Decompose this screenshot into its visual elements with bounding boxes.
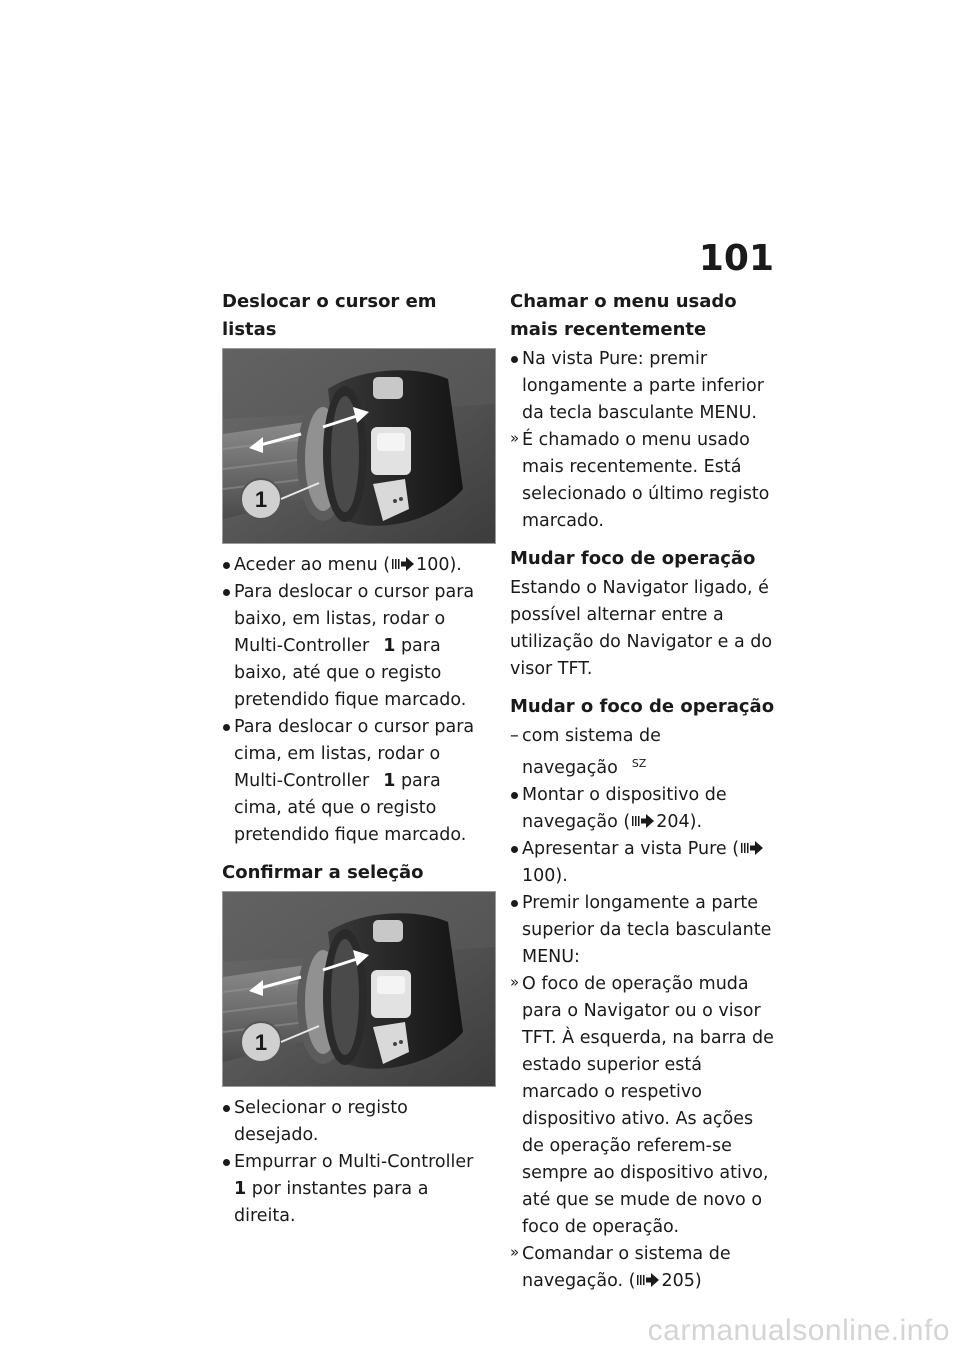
callout-number: 1 [383,771,396,791]
callout-number: 1 [383,636,396,656]
callout-number: 1 [234,1179,247,1199]
page-reference[interactable]: 204 [656,812,690,832]
page-reference-arrow-icon [392,557,414,571]
multi-controller-photo [223,349,495,543]
figure-multi-controller [222,891,496,1087]
page-reference[interactable]: 100 [416,555,450,575]
list-item: Premir longamente a parte superior da tecla basculante MENU: [510,890,780,971]
section-title: Chamar o menu usado mais recentemente [510,291,737,340]
paragraph: Estando o Navigator ligado, é possível alternar entre a utilização do Navigator e a do visor TFT. [510,578,773,679]
watermark: carmanualsonline.info [647,1314,950,1347]
list-item: Selecionar o registo desejado. [222,1095,494,1149]
figure-callout: 1 [254,487,268,512]
list-item: Para deslocar o cursor para cima, em listas, rodar o Multi-Controller 1 para cima, até que o registo pretendido fique marcado. [222,714,494,849]
page-reference-arrow-icon [741,841,763,855]
list-item: Empurrar o Multi-Controller1 por instantes para a direita. [222,1149,494,1230]
page-reference-arrow-icon [632,814,654,828]
dash-icon: – [510,726,519,746]
list-item: Na vista Pure: premir longamente a parte inferior da tecla basculante MENU. [510,346,780,427]
section-title: Mudar foco de operação [510,548,756,569]
figure-multi-controller [222,348,496,544]
result-item: » É chamado o menu usado mais recentemente. Está selecionado o último registo marcado. [510,427,780,535]
result-item: » Comandar o sistema de navegação. ( 205) [510,1241,780,1295]
figure-callout: 1 [254,1030,268,1055]
list-item: Montar o dispositivo de navegação ( 204). [510,782,780,836]
list-item: Para deslocar o cursor para baixo, em listas, rodar o Multi-Controller 1 para baixo, até que o registo pretendido fique marcado. [222,579,494,714]
page-reference[interactable]: 100 [522,866,556,886]
result-item: » O foco de operação muda para o Navigator ou o visor TFT. À esquerda, na barra de estado superior está marcado o respetivo dispositivo ativo. As ações de operação referem-se sempre ao dispositivo ativo, até que se mude de novo o foco de operação. [510,971,780,1241]
right-column [510,288,780,1295]
section-title: Confirmar a seleção [222,862,424,883]
result-chevron-icon: » [510,973,520,991]
result-chevron-icon: » [510,1243,520,1261]
result-chevron-icon: » [510,429,520,447]
section-title: Mudar o foco de operação [510,696,775,717]
page-number: 101 [698,238,774,279]
list-item: Apresentar a vista Pure (100). [510,836,780,890]
page-reference-arrow-icon [637,1273,659,1287]
left-column [222,288,494,1230]
condition-item: – com sistema de navegação $^{SZ}$ [510,723,780,782]
option-code: SZ [631,757,647,770]
page-reference[interactable]: 205 [661,1271,695,1291]
list-item: Aceder ao menu ( 100). [222,552,494,579]
section-title: Deslocar o cursor em listas [222,291,437,340]
multi-controller-photo [223,892,495,1086]
